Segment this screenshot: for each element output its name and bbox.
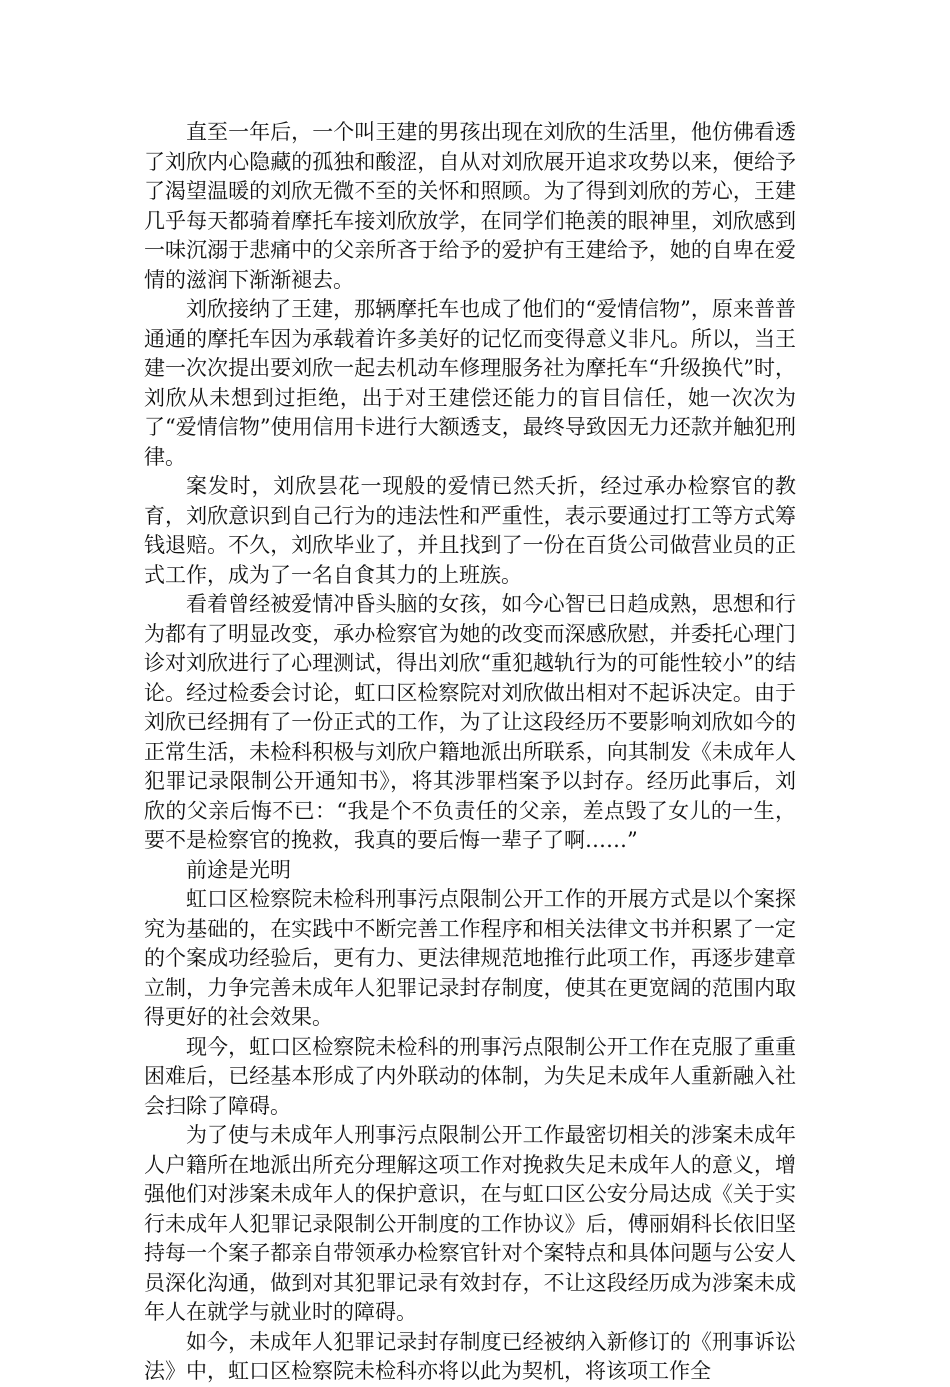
paragraph: 现今，虹口区检察院未检科的刑事污点限制公开工作在克服了重重困难后，已经基本形成了内外联动的体制，为失足未成年人重新融入社会扫除了障碍。 — [144, 1034, 796, 1118]
paragraph: 如今，未成年人犯罪记录封存制度已经被纳入新修订的《刑事诉讼法》中，虹口区检察院未检科亦将以此为契机，将该项工作全 — [144, 1329, 796, 1383]
paragraph: 虹口区检察院未检科刑事污点限制公开工作的开展方式是以个案探究为基础的，在实践中不断完善工作程序和相关法律文书并积累了一定的个案成功经验后，更有力、更法律规范地推行此项工作，再逐步建章立制，力争完善未成年人犯罪记录封存制度，使其在更宽阔的范围内取得更好的社会效果。 — [144, 887, 796, 1029]
document-body — [144, 118, 796, 1387]
paragraph: 直至一年后，一个叫王建的男孩出现在刘欣的生活里，他仿佛看透了刘欣内心隐藏的孤独和酸涩，自从对刘欣展开追求攻势以来，便给予了渴望温暖的刘欣无微不至的关怀和照顾。为了得到刘欣的芳心，王建几乎每天都骑着摩托车接刘欣放学，在同学们艳羡的眼神里，刘欣感到一味沉溺于悲痛中的父亲所吝于给予的爱护有王建给予，她的自卑在爱情的滋润下渐渐褪去。 — [144, 120, 796, 292]
paragraph: 案发时，刘欣昙花一现般的爱情已然夭折，经过承办检察官的教育，刘欣意识到自己行为的违法性和严重性，表示要通过打工等方式筹钱退赔。不久，刘欣毕业了，并且找到了一份在百货公司做营业员的正式工作，成为了一名自食其力的上班族。 — [144, 474, 796, 587]
paragraph: 看着曾经被爱情冲昏头脑的女孩，如今心智已日趋成熟，思想和行为都有了明显改变，承办检察官为她的改变而深感欣慰，并委托心理门诊对刘欣进行了心理测试，得出刘欣“重犯越轨行为的可能性较小”的结论。经过检委会讨论，虹口区检察院对刘欣做出相对不起诉决定。由于刘欣已经拥有了一份正式的工作，为了让这段经历不要影响刘欣如今的正常生活，未检科积极与刘欣户籍地派出所联系，向其制发《未成年人犯罪记录限制公开通知书》，将其涉罪档案予以封存。经历此事后，刘欣的父亲后悔不已：“我是个不负责任的父亲，差点毁了女儿的一生，要不是检察官的挽救，我真的要后悔一辈子了啊……” — [144, 592, 796, 852]
paragraph: 为了使与未成年人刑事污点限制公开工作最密切相关的涉案未成年人户籍所在地派出所充分理解这项工作对挽救失足未成年人的意义，增强他们对涉案未成年人的保护意识，在与虹口区公安分局达成《关于实行未成年人犯罪记录限制公开制度的工作协议》后，傅丽娟科长依旧坚持每一个案子都亲自带领承办检察官针对个案特点和具体问题与公安人员深化沟通，做到对其犯罪记录有效封存，不让这段经历成为涉案未成年人在就学与就业时的障碍。 — [144, 1123, 796, 1324]
paragraph: 刘欣接纳了王建，那辆摩托车也成了他们的“爱情信物”，原来普普通通的摩托车因为承载着许多美好的记忆而变得意义非凡。所以，当王建一次次提出要刘欣一起去机动车修理服务社为摩托车“升级换代”时，刘欣从未想到过拒绝，出于对王建偿还能力的盲目信任，她一次次为了“爱情信物”使用信用卡进行大额透支，最终导致因无力还款并触犯刑律。 — [144, 297, 796, 469]
section-heading: 前途是光明 — [186, 857, 291, 882]
